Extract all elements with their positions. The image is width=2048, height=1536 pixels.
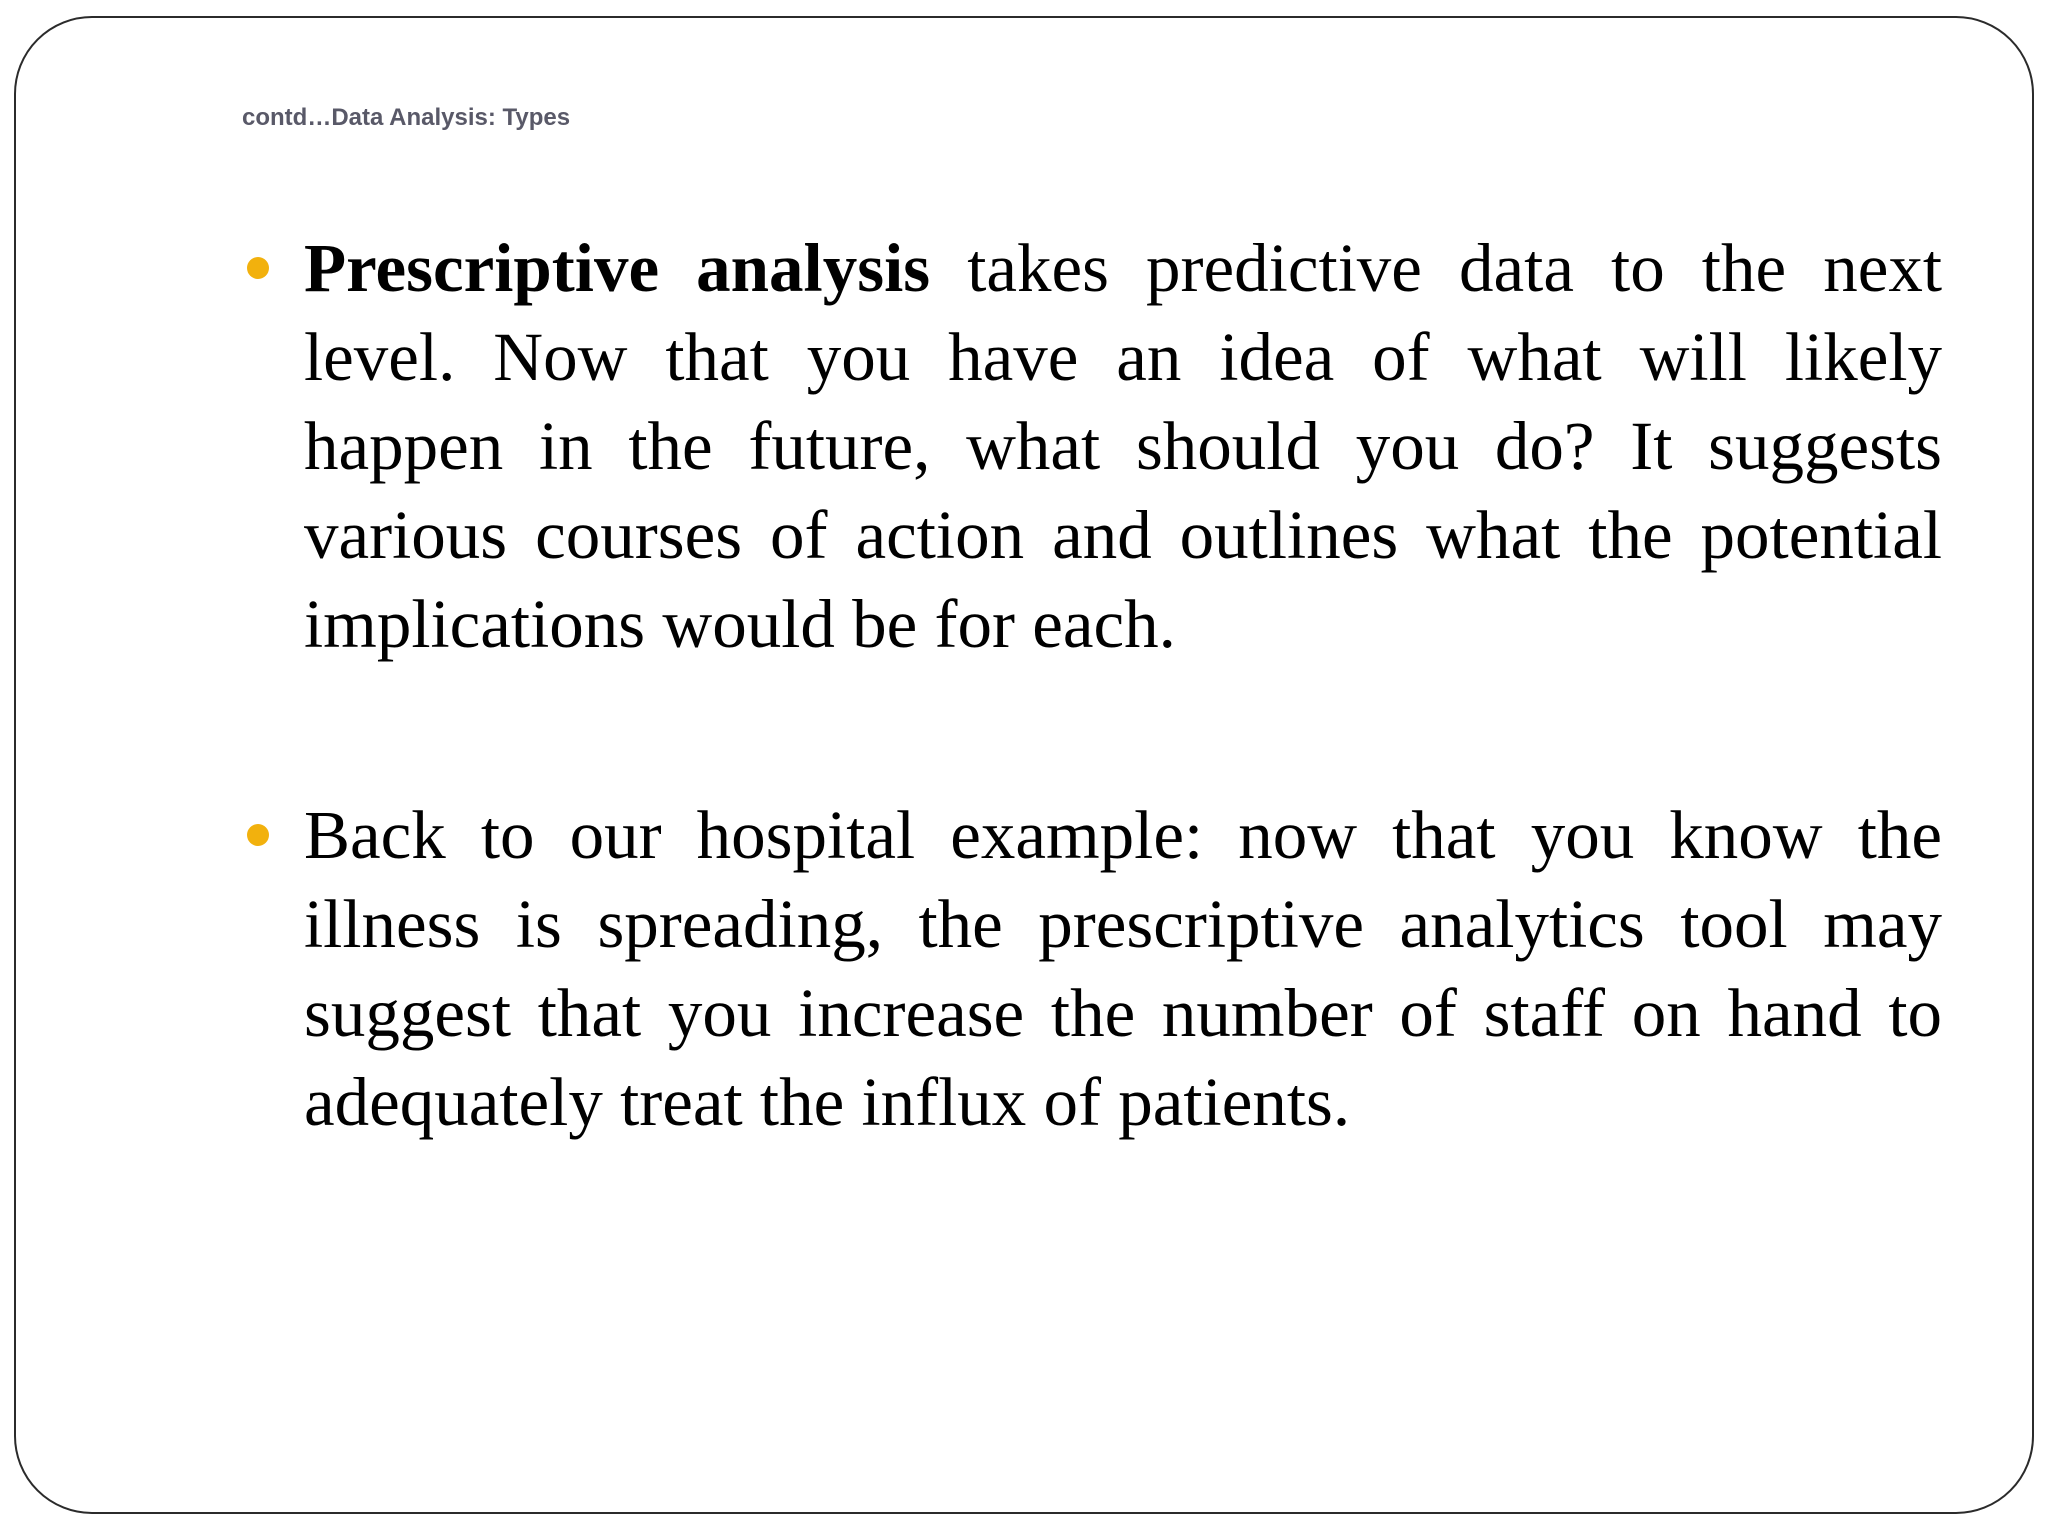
bullet-dot-icon xyxy=(247,257,269,279)
bullet-text: takes predictive data to the next level. Now that you have an idea of what will likely happen in the future, what should you do? It suggests various courses of action and outlines what the potential implications would be for each. xyxy=(304,230,1942,662)
bullet-item-prescriptive xyxy=(304,224,1942,669)
bullet-text: Back to our hospital example: now that you know the illness is spreading, the prescriptive analytics tool may suggest that you increase the number of staff on hand to adequately treat the influx of patients. xyxy=(304,797,1942,1140)
slide-frame xyxy=(14,16,2034,1514)
bullet-lead-term: Prescriptive analysis xyxy=(304,230,931,306)
bullet-list xyxy=(304,224,1942,1147)
bullet-item-hospital-example xyxy=(304,791,1942,1147)
slide-subtitle: contd…Data Analysis: Types xyxy=(242,104,571,131)
bullet-dot-icon xyxy=(247,824,269,846)
